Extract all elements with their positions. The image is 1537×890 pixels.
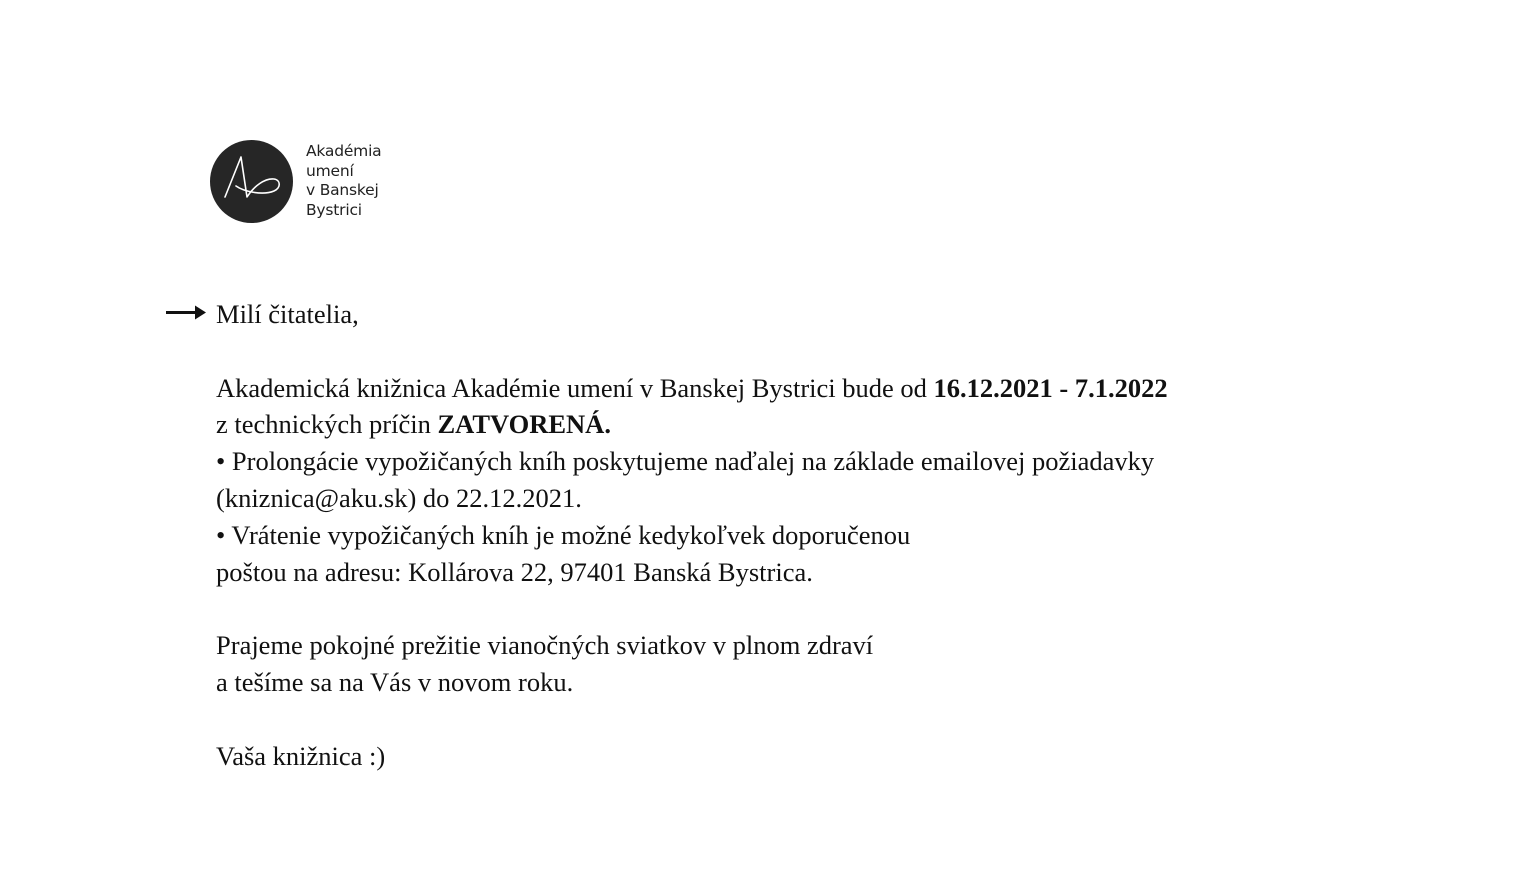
closure-dates: 16.12.2021 - 7.1.2022 xyxy=(933,372,1168,403)
closure-status: ZATVORENÁ. xyxy=(437,409,611,440)
arrow-right-icon xyxy=(166,302,208,322)
logo-line: umení xyxy=(306,161,354,180)
logo-line: Akadémia xyxy=(306,142,382,160)
bullet-return-cont: poštou na adresu: Kollárova 22, 97401 Banská Bystrica. xyxy=(216,556,813,587)
bullet-prolongation: • Prolongácie vypožičaných kníh poskytujeme naďalej na základe emailovej požiadavky xyxy=(216,446,1155,477)
notice-line-1 xyxy=(216,370,1336,407)
spacer xyxy=(216,701,1336,738)
greeting: Milí čitatelia, xyxy=(216,299,359,329)
academy-logo[interactable] xyxy=(210,140,410,224)
logo-line: Bystrici xyxy=(306,200,362,219)
notice-text: Akademická knižnica Akadémie umení v Banskej Bystrici bude od xyxy=(216,372,934,403)
wish-line-1: Prajeme pokojné prežitie vianočných sviatkov v plnom zdraví xyxy=(216,630,874,661)
notice-line-2 xyxy=(216,406,1336,443)
logo-wordmark xyxy=(306,142,381,220)
notice-letter xyxy=(216,296,1336,774)
spacer xyxy=(216,590,1336,627)
logo-line: v Banskej xyxy=(306,181,379,199)
wish-line-2: a tešíme sa na Vás v novom roku. xyxy=(216,666,574,697)
notice-text: z technických príčin xyxy=(216,409,438,440)
spacer xyxy=(216,333,1336,370)
aku-logo-mark xyxy=(210,140,293,223)
signature: Vaša knižnica :) xyxy=(216,740,386,771)
bullet-return: • Vrátenie vypožičaných kníh je možné kedykoľvek doporučenou xyxy=(216,519,911,550)
bullet-prolongation-cont: (kniznica@aku.sk) do 22.12.2021. xyxy=(216,482,582,513)
